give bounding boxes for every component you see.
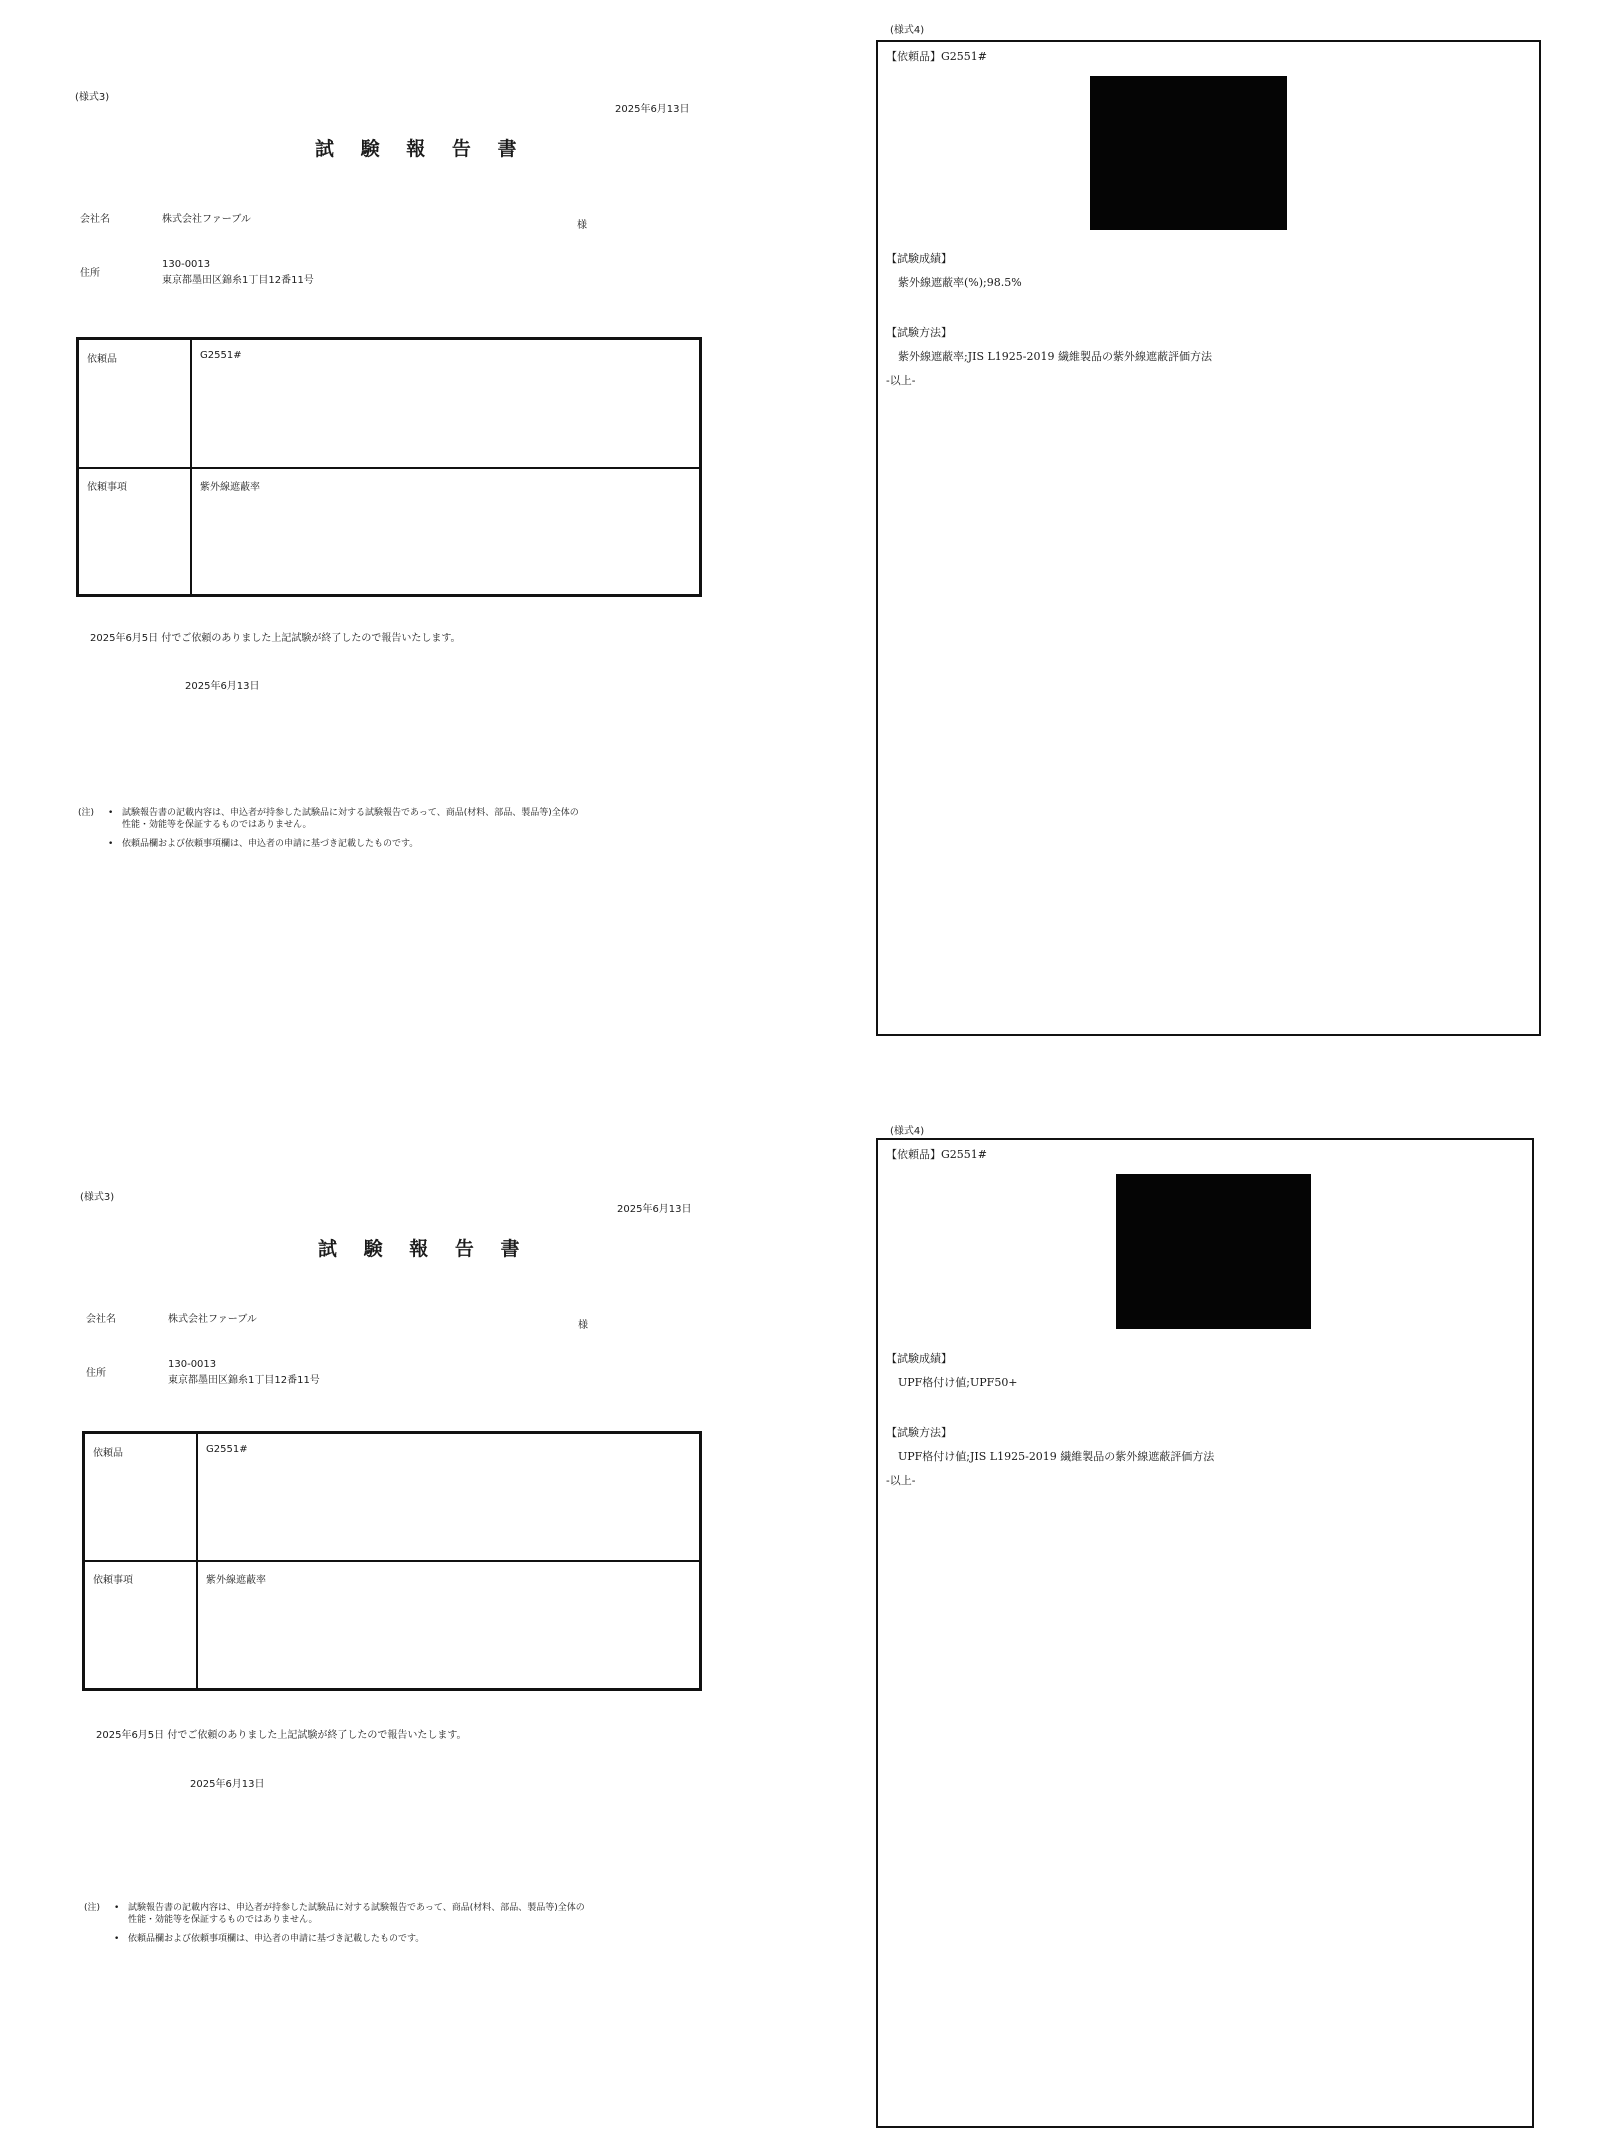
page-title: 試 験 報 告 書 [315, 138, 527, 160]
result-value: UPF格付け値;UPF50+ [898, 1376, 1018, 1389]
sample-line: 【依頼品】G2551# [886, 1148, 987, 1161]
bullet: • [114, 1903, 120, 1913]
note-text: 試験報告書の記載内容は、申込者が持参した試験品に対する試験報告であって、商品(材料、部品、製品等)全体の [122, 808, 579, 818]
company-label: 会社名 [86, 1314, 116, 1325]
address-label: 住所 [86, 1368, 106, 1379]
sample-photo [1090, 76, 1287, 230]
notes [78, 807, 718, 857]
test-report-page [0, 1100, 760, 2150]
sample-label: 依頼品 [87, 354, 117, 365]
end-mark: -以上- [886, 374, 916, 387]
notes-label: (注) [84, 1903, 101, 1913]
sample-line: 【依頼品】G2551# [886, 50, 987, 63]
notes-label: (注) [78, 808, 95, 818]
company-label: 会社名 [80, 214, 110, 225]
address: 東京都墨田区錦糸1丁目12番11号 [162, 275, 314, 286]
address: 東京都墨田区錦糸1丁目12番11号 [168, 1375, 320, 1386]
notes [84, 1902, 724, 1952]
note-text: 依頼品欄および依頼事項欄は、申込者の申請に基づき記載したものです。 [122, 839, 419, 849]
request-item-value: 紫外線遮蔽率 [200, 482, 260, 493]
result-value: 紫外線遮蔽率(%);98.5% [898, 276, 1022, 289]
bullet: • [108, 808, 114, 818]
request-table [76, 337, 702, 597]
note-text: 依頼品欄および依頼事項欄は、申込者の申請に基づき記載したものです。 [128, 1934, 425, 1944]
request-item-value: 紫外線遮蔽率 [206, 1575, 266, 1586]
result-heading: 【試験成績】 [886, 252, 952, 265]
request-item-label: 依頼事項 [87, 482, 127, 493]
report-date: 2025年6月13日 [617, 1204, 692, 1215]
completion-statement: 2025年6月5日 付でご依頼のありました上記試験が終了したので報告いたします。 [90, 633, 461, 644]
form-label: (様式4) [890, 1126, 925, 1137]
note-text: 性能・効能等を保証するものではありません。 [128, 1915, 318, 1925]
report-date: 2025年6月13日 [615, 104, 690, 115]
sample-value: G2551# [206, 1444, 248, 1455]
method-heading: 【試験方法】 [886, 1426, 952, 1439]
note-text: 性能・効能等を保証するものではありません。 [122, 820, 312, 830]
bullet: • [108, 839, 114, 849]
result-heading: 【試験成績】 [886, 1352, 952, 1365]
sample-label: 依頼品 [93, 1448, 123, 1459]
request-item-label: 依頼事項 [93, 1575, 133, 1586]
bullet: • [114, 1934, 120, 1944]
issue-date: 2025年6月13日 [190, 1779, 265, 1790]
form-label: (様式4) [890, 25, 925, 36]
end-mark: -以上- [886, 1474, 916, 1487]
postal-code: 130-0013 [162, 259, 211, 270]
sample-value: G2551# [200, 350, 242, 361]
table-divider [79, 467, 699, 469]
method-value: 紫外線遮蔽率;JIS L1925-2019 繊維製品の紫外線遮蔽評価方法 [898, 350, 1212, 363]
sample-photo [1116, 1174, 1311, 1329]
note-text: 試験報告書の記載内容は、申込者が持参した試験品に対する試験報告であって、商品(材料、部品、製品等)全体の [128, 1903, 585, 1913]
test-results-page [876, 1138, 1534, 2128]
completion-statement: 2025年6月5日 付でご依頼のありました上記試験が終了したので報告いたします。 [96, 1730, 467, 1741]
issue-date: 2025年6月13日 [185, 681, 260, 692]
address-label: 住所 [80, 268, 100, 279]
method-heading: 【試験方法】 [886, 326, 952, 339]
request-table [82, 1431, 702, 1691]
test-report-page [0, 0, 760, 1080]
company-name: 株式会社ファーブル [168, 1314, 257, 1325]
honorific: 様 [578, 1320, 588, 1331]
table-divider [85, 1560, 699, 1562]
test-results-page [876, 40, 1541, 1036]
honorific: 様 [577, 220, 587, 231]
form-label: (様式3) [80, 1192, 115, 1203]
company-name: 株式会社ファーブル [162, 214, 251, 225]
postal-code: 130-0013 [168, 1359, 217, 1370]
method-value: UPF格付け値;JIS L1925-2019 繊維製品の紫外線遮蔽評価方法 [898, 1450, 1215, 1463]
page-title: 試 験 報 告 書 [318, 1238, 530, 1260]
form-label: (様式3) [75, 92, 110, 103]
